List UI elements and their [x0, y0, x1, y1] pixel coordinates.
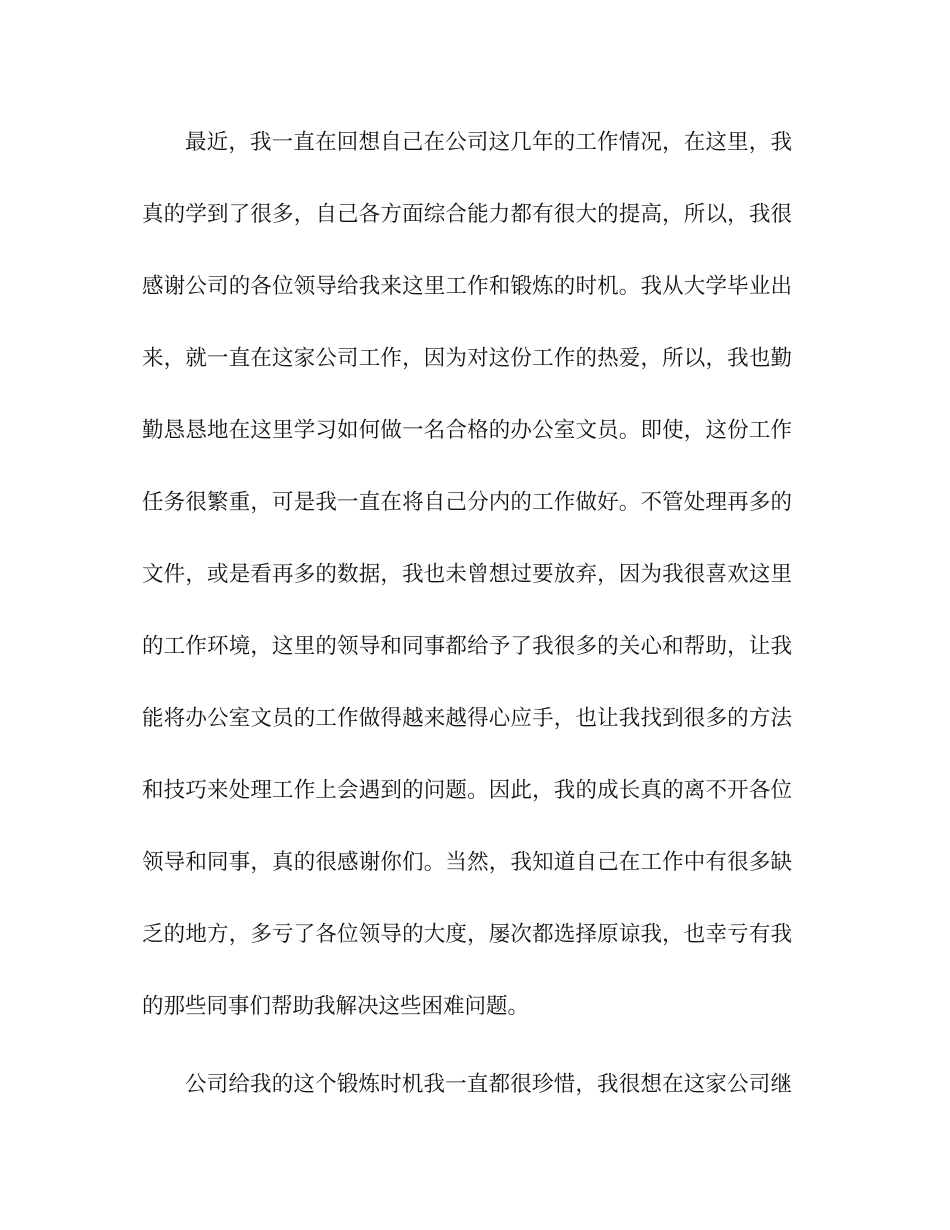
- paragraph-2-line-1: 公司给我的这个锻炼时机我一直都很珍惜，我很想在这家公司继: [185, 1072, 792, 1097]
- paragraph-1-line-8: 的工作环境，这里的领导和同事都给予了我很多的关心和帮助，让我: [142, 634, 792, 659]
- paragraph-1-line-7: 文件，或是看再多的数据，我也未曾想过要放弃，因为我很喜欢这里: [142, 562, 792, 587]
- paragraph-1-line-12: 乏的地方，多亏了各位领导的大度，屡次都选择原谅我，也幸亏有我: [142, 922, 792, 947]
- paragraph-1-line-5: 勤恳恳地在这里学习如何做一名合格的办公室文员。即使，这份工作: [142, 418, 792, 443]
- paragraph-1-line-6: 任务很繁重，可是我一直在将自己分内的工作做好。不管处理再多的: [142, 490, 792, 515]
- paragraph-1-line-11: 领导和同事，真的很感谢你们。当然，我知道自己在工作中有很多缺: [142, 850, 792, 875]
- paragraph-1-line-3: 感谢公司的各位领导给我来这里工作和锻炼的时机。我从大学毕业出: [142, 274, 792, 299]
- paragraph-1-line-13: 的那些同事们帮助我解决这些困难问题。: [142, 994, 530, 1019]
- paragraph-1-line-9: 能将办公室文员的工作做得越来越得心应手，也让我找到很多的方法: [142, 706, 792, 731]
- paragraph-1-line-10: 和技巧来处理工作上会遇到的问题。因此，我的成长真的离不开各位: [142, 778, 792, 803]
- paragraph-1-line-2: 真的学到了很多，自己各方面综合能力都有很大的提高，所以，我很: [142, 202, 792, 227]
- paragraph-1-line-1: 最近，我一直在回想自己在公司这几年的工作情况，在这里，我: [185, 130, 792, 155]
- paragraph-1-line-4: 来，就一直在这家公司工作，因为对这份工作的热爱，所以，我也勤: [142, 346, 792, 371]
